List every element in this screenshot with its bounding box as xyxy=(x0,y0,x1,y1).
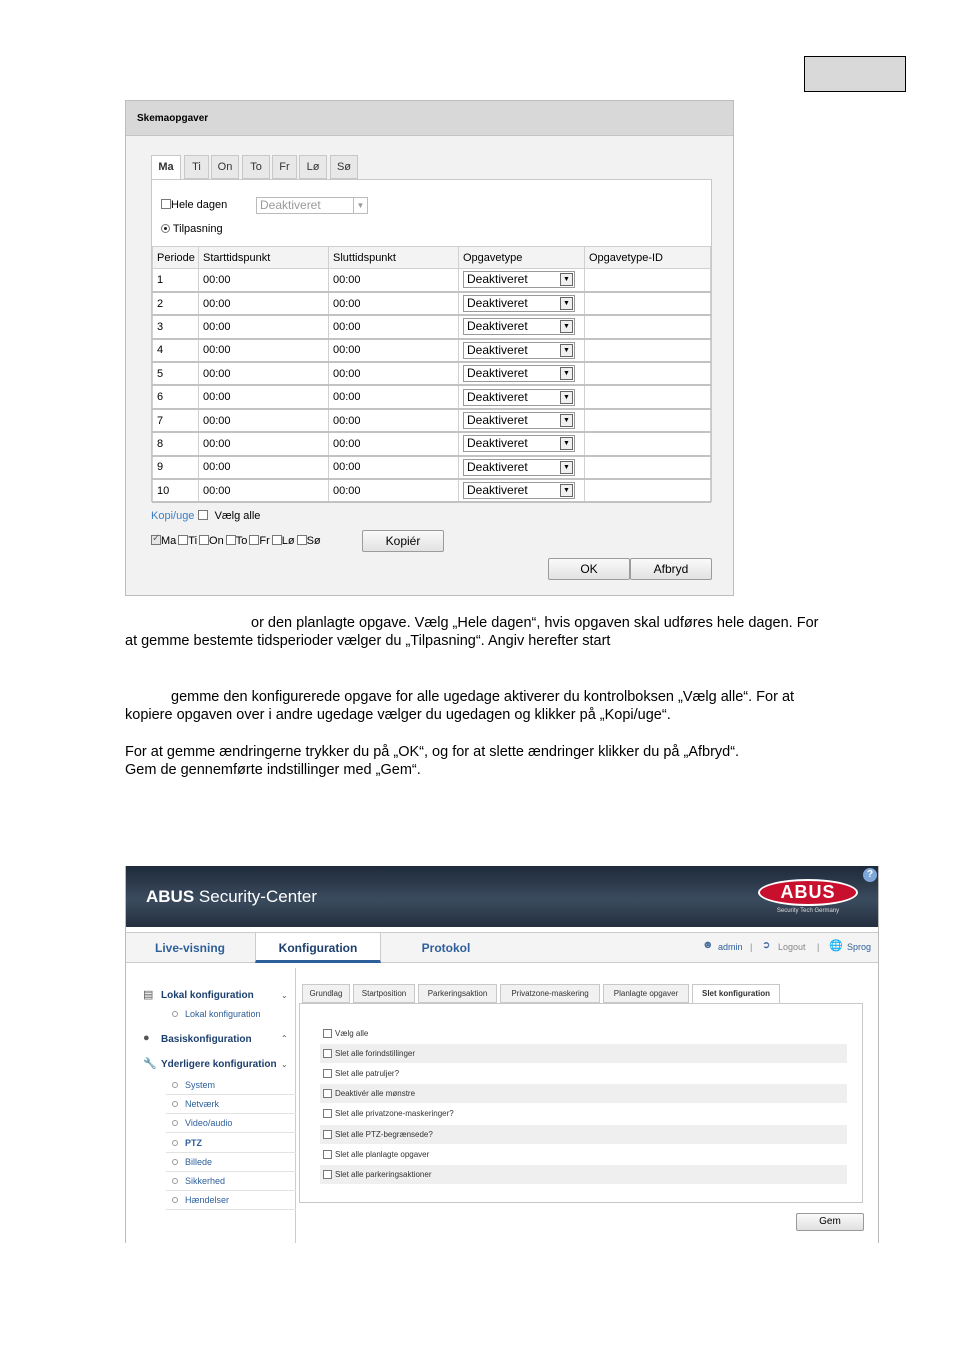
task-type-cell xyxy=(459,479,585,502)
copy-day-checkbox[interactable] xyxy=(249,535,259,545)
security-center-screenshot xyxy=(125,866,879,1243)
tab-sunday[interactable]: Sø xyxy=(330,155,358,179)
delete-option-checkbox[interactable] xyxy=(323,1150,332,1159)
task-type-cell xyxy=(459,362,585,385)
delete-option-row[interactable] xyxy=(320,1145,847,1164)
app-banner xyxy=(126,866,878,927)
paragraph-3 xyxy=(125,743,885,779)
tab-wednesday[interactable]: On xyxy=(211,155,239,179)
task-type-id-cell xyxy=(585,315,711,338)
chevron-down-icon: ▼ xyxy=(560,437,573,450)
copy-day-option[interactable] xyxy=(199,535,224,547)
col-end: Sluttidspunkt xyxy=(329,247,459,269)
start-time-cell[interactable]: 00:00 xyxy=(199,456,329,479)
bullet-icon xyxy=(172,1120,178,1126)
period-cell: 3 xyxy=(153,315,199,338)
end-time-cell[interactable]: 00:00 xyxy=(329,456,459,479)
copy-day-label: Sø xyxy=(306,535,321,547)
sidebar-subitem[interactable] xyxy=(166,1191,296,1210)
paragraph-1-line-2: at gemme bestemte tidsperioder vælger du „Tilpasning“. Angiv herefter start xyxy=(125,633,611,649)
copy-day-label: On xyxy=(209,535,224,547)
task-type-id-cell xyxy=(585,292,711,315)
task-type-select[interactable] xyxy=(463,342,575,359)
task-type-value: Deaktiveret xyxy=(467,413,528,428)
task-type-id-cell xyxy=(585,456,711,479)
start-time-cell[interactable]: 00:00 xyxy=(199,479,329,502)
paragraph-2 xyxy=(125,688,885,724)
sidebar-subitem-local-config[interactable] xyxy=(166,1005,296,1024)
end-time-cell[interactable]: 00:00 xyxy=(329,315,459,338)
bullet-icon xyxy=(172,1082,178,1088)
delete-option-label: Slet alle parkeringsaktioner xyxy=(335,1169,432,1179)
end-time-cell[interactable]: 00:00 xyxy=(329,339,459,362)
tab-friday[interactable]: Fr xyxy=(272,155,297,179)
sidebar-subitem-label: Lokal konfiguration xyxy=(185,1009,261,1019)
select-all-checkbox[interactable] xyxy=(198,510,208,520)
sidebar-subitem-label: Netværk xyxy=(185,1099,220,1110)
table-row xyxy=(153,456,711,479)
dialog-header xyxy=(126,101,733,136)
sidebar-subitem-label: Hændelser xyxy=(185,1195,230,1206)
table-row xyxy=(153,292,711,315)
task-type-cell xyxy=(459,292,585,315)
table-row xyxy=(153,479,711,502)
copy-day-checkbox[interactable] xyxy=(297,535,307,545)
task-type-select[interactable] xyxy=(463,318,575,335)
copy-day-checkbox[interactable] xyxy=(178,535,188,545)
start-time-cell[interactable]: 00:00 xyxy=(199,292,329,315)
table-row xyxy=(153,362,711,385)
content-tab[interactable]: Grundlag xyxy=(302,984,350,1003)
copy-day-option[interactable] xyxy=(297,535,321,547)
tab-live-view[interactable]: Live-visning xyxy=(154,941,225,955)
task-type-value: Deaktiveret xyxy=(467,296,528,311)
copy-day-checkbox[interactable] xyxy=(199,535,209,545)
period-cell: 5 xyxy=(153,362,199,385)
copy-day-checkbox[interactable] xyxy=(226,535,236,545)
sidebar-subitem-label: Sikkerhed xyxy=(185,1176,226,1186)
paragraph-2-line-2: kopiere opgaven over i andre ugedage vælger du ugedagen og klikker på „Kopi/uge“. xyxy=(125,707,671,723)
copy-day-label: To xyxy=(235,535,248,547)
copy-day-label: Fr xyxy=(259,535,270,547)
custom-option[interactable] xyxy=(161,223,223,235)
delete-option-label: Deaktivér alle mønstre xyxy=(335,1089,416,1099)
sidebar-item-advanced-config[interactable]: Yderligere konfiguration xyxy=(161,1059,277,1070)
delete-option-checkbox[interactable] xyxy=(323,1069,332,1078)
day-schedule-panel xyxy=(151,179,712,502)
task-type-value: Deaktiveret xyxy=(467,483,528,498)
table-row xyxy=(153,269,711,292)
end-time-cell[interactable]: 00:00 xyxy=(329,432,459,455)
ok-button[interactable]: OK xyxy=(548,558,630,580)
end-time-cell[interactable]: 00:00 xyxy=(329,269,459,292)
chevron-up-icon: ⌃ xyxy=(281,1034,288,1043)
chevron-down-icon: ⌄ xyxy=(281,991,288,1000)
task-type-id-cell xyxy=(585,409,711,432)
delete-option-checkbox[interactable] xyxy=(323,1029,332,1038)
delete-option-label: Vælg alle xyxy=(335,1029,369,1038)
whole-day-checkbox[interactable] xyxy=(161,199,171,209)
col-period: Periode xyxy=(153,247,199,269)
help-icon[interactable]: ? xyxy=(863,868,877,882)
sidebar-subitem[interactable] xyxy=(166,1114,296,1133)
table-header-row xyxy=(153,247,711,269)
whole-day-option[interactable] xyxy=(161,199,227,211)
content-tab[interactable]: Privatzone-maskering xyxy=(500,984,600,1003)
paragraph-2-line-1: gemme den konfigurerede opgave for alle ugedage aktiverer du kontrolboksen „Vælg alle“. For at xyxy=(171,689,795,705)
bullet-icon xyxy=(172,1140,178,1146)
select-all-label: Vælg alle xyxy=(214,510,261,522)
task-type-cell xyxy=(459,432,585,455)
task-type-id-cell xyxy=(585,269,711,292)
chevron-down-icon: ▼ xyxy=(353,198,367,213)
copy-day-label: Ti xyxy=(188,535,198,547)
user-name: admin xyxy=(718,942,743,952)
sidebar-subitem-label: Billede xyxy=(185,1156,213,1167)
tab-thursday[interactable]: To xyxy=(242,155,270,179)
copy-day-option[interactable] xyxy=(226,535,248,547)
task-type-select[interactable] xyxy=(463,459,575,476)
sidebar-item-local-config[interactable]: Lokal konfiguration xyxy=(161,990,254,1001)
schedule-tasks-dialog xyxy=(125,100,734,596)
delete-option-checkbox[interactable] xyxy=(323,1109,332,1118)
delete-option-checkbox[interactable] xyxy=(323,1089,332,1098)
globe-icon: 🌐 xyxy=(829,940,843,952)
content-tab[interactable]: Parkeringsaktion xyxy=(418,984,497,1003)
save-button[interactable]: Gem xyxy=(796,1213,864,1231)
sidebar-subitem[interactable] xyxy=(166,1172,296,1191)
copy-day-label: Lø xyxy=(281,535,295,547)
cancel-button[interactable]: Afbryd xyxy=(630,558,712,580)
tab-tuesday[interactable]: Ti xyxy=(184,155,209,179)
delete-option-label: Slet alle PTZ-begrænsede? xyxy=(335,1129,433,1139)
task-type-value: Deaktiveret xyxy=(467,319,528,334)
abus-logo-subtitle: Security Tech Germany xyxy=(776,908,840,914)
end-time-cell[interactable]: 00:00 xyxy=(329,292,459,315)
chevron-down-icon: ▼ xyxy=(560,344,573,357)
task-type-cell xyxy=(459,409,585,432)
copy-day-option[interactable] xyxy=(178,535,197,547)
delete-config-panel xyxy=(299,1003,863,1203)
dialog-title: Skemaopgaver xyxy=(137,113,209,124)
delete-option-checkbox[interactable] xyxy=(323,1130,332,1139)
basic-config-icon: ● xyxy=(143,1032,150,1044)
paragraph-3-line-1: For at gemme ændringerne trykker du på „OK“, og for at slette ændringer klikker du på „Afbryd“. xyxy=(125,744,740,760)
task-type-select[interactable] xyxy=(463,412,575,429)
divider: | xyxy=(750,942,753,952)
task-type-cell xyxy=(459,269,585,292)
custom-label: Tilpasning xyxy=(172,223,223,235)
paragraph-3-line-2: Gem de gennemførte indstillinger med „Gem“. xyxy=(125,762,421,778)
chevron-down-icon: ▼ xyxy=(560,297,573,310)
task-type-id-cell xyxy=(585,362,711,385)
table-row xyxy=(153,315,711,338)
logout-icon: ➲ xyxy=(762,940,771,951)
delete-option-row[interactable] xyxy=(320,1044,847,1063)
sidebar-subitem[interactable] xyxy=(166,1095,296,1114)
task-type-value: Deaktiveret xyxy=(467,459,528,474)
task-type-select[interactable] xyxy=(463,389,575,406)
task-type-id-cell xyxy=(585,432,711,455)
start-time-cell[interactable]: 00:00 xyxy=(199,432,329,455)
col-type-id: Opgavetype-ID xyxy=(585,247,711,269)
copy-day-checkbox[interactable] xyxy=(272,535,282,545)
table-row xyxy=(153,409,711,432)
task-type-select[interactable] xyxy=(463,365,575,382)
sidebar-subitem-label: Video/audio xyxy=(185,1118,233,1129)
start-time-cell[interactable]: 00:00 xyxy=(199,385,329,408)
copy-button[interactable]: Kopiér xyxy=(362,530,444,552)
task-type-value: Deaktiveret xyxy=(467,389,528,404)
content-tab[interactable]: Slet konfiguration xyxy=(692,984,780,1004)
delete-option-label: Slet alle planlagte opgaver xyxy=(335,1149,430,1159)
sidebar-subitem-label: PTZ xyxy=(185,1137,202,1148)
period-cell: 1 xyxy=(153,269,199,292)
sidebar-subitem-label: System xyxy=(185,1080,216,1090)
delete-option-row[interactable] xyxy=(320,1125,847,1144)
period-cell: 4 xyxy=(153,339,199,362)
delete-option-row[interactable] xyxy=(320,1064,847,1083)
whole-day-select xyxy=(256,197,368,214)
delete-option-label: Slet alle privatzone-maskeringer? xyxy=(335,1109,454,1119)
task-type-cell xyxy=(459,315,585,338)
copy-day-option[interactable] xyxy=(249,535,269,547)
delete-option-row[interactable] xyxy=(320,1024,847,1043)
period-cell: 7 xyxy=(153,409,199,432)
delete-option-row[interactable] xyxy=(320,1084,847,1103)
user-icon: ☻ xyxy=(702,939,714,951)
copy-days-row xyxy=(151,535,323,547)
brand-bold: ABUS xyxy=(146,887,195,906)
period-cell: 10 xyxy=(153,479,199,502)
sidebar-item-basic-config[interactable]: Basiskonfiguration xyxy=(161,1034,252,1045)
logout-link[interactable]: Logout xyxy=(778,942,806,952)
whole-day-select-value: Deaktiveret xyxy=(260,198,321,212)
copy-day-option[interactable] xyxy=(151,535,176,547)
language-link[interactable]: Sprog xyxy=(847,942,872,952)
chevron-down-icon: ▼ xyxy=(560,320,573,333)
delete-option-label: Slet alle forindstillinger xyxy=(335,1049,416,1059)
chevron-down-icon: ▼ xyxy=(560,273,573,286)
brand-rest: Security-Center xyxy=(194,887,317,906)
chevron-down-icon: ▼ xyxy=(560,414,573,427)
task-type-value: Deaktiveret xyxy=(467,342,528,357)
table-row xyxy=(153,339,711,362)
page-corner-box xyxy=(804,56,906,92)
task-type-cell xyxy=(459,456,585,479)
start-time-cell[interactable]: 00:00 xyxy=(199,269,329,292)
start-time-cell[interactable]: 00:00 xyxy=(199,315,329,338)
end-time-cell[interactable]: 00:00 xyxy=(329,385,459,408)
copy-day-checkbox[interactable] xyxy=(151,535,161,545)
task-type-id-cell xyxy=(585,339,711,362)
task-type-select[interactable] xyxy=(463,295,575,312)
config-sidebar xyxy=(126,968,296,1243)
copy-week-row xyxy=(151,510,260,522)
task-type-select[interactable] xyxy=(463,482,575,499)
task-type-id-cell xyxy=(585,479,711,502)
whole-day-label: Hele dagen xyxy=(171,199,228,211)
start-time-cell[interactable]: 00:00 xyxy=(199,409,329,432)
bullet-icon xyxy=(172,1159,178,1165)
copy-day-option[interactable] xyxy=(272,535,295,547)
chevron-down-icon: ▼ xyxy=(560,391,573,404)
paragraph-1 xyxy=(125,614,885,650)
custom-radio[interactable] xyxy=(161,224,170,233)
delete-option-row[interactable] xyxy=(320,1165,847,1184)
task-type-id-cell xyxy=(585,385,711,408)
delete-option-checkbox[interactable] xyxy=(323,1049,332,1058)
start-time-cell[interactable]: 00:00 xyxy=(199,339,329,362)
end-time-cell[interactable]: 00:00 xyxy=(329,479,459,502)
paragraph-1-line-1: or den planlagte opgave. Vælg „Hele dagen“, hvis opgaven skal udføres hele dagen. For xyxy=(251,615,819,631)
tab-protocol[interactable]: Protokol xyxy=(421,941,471,955)
period-cell: 9 xyxy=(153,456,199,479)
app-brand xyxy=(146,887,317,907)
abus-logo: ABUS xyxy=(758,879,858,906)
bullet-icon xyxy=(172,1178,178,1184)
main-nav xyxy=(126,932,878,963)
table-row xyxy=(153,432,711,455)
tab-configuration[interactable]: Konfiguration xyxy=(255,933,381,963)
task-type-select[interactable] xyxy=(463,271,575,288)
sidebar-subitem[interactable] xyxy=(166,1076,296,1095)
bullet-icon xyxy=(172,1011,178,1017)
divider: | xyxy=(817,942,820,952)
period-cell: 6 xyxy=(153,385,199,408)
local-config-icon: ▤ xyxy=(143,989,154,1001)
sidebar-subitem[interactable] xyxy=(166,1153,296,1172)
delete-option-row[interactable] xyxy=(320,1104,847,1123)
table-row xyxy=(153,385,711,408)
chevron-down-icon: ▼ xyxy=(560,484,573,497)
start-time-cell[interactable]: 00:00 xyxy=(199,362,329,385)
col-type: Opgavetype xyxy=(459,247,585,269)
bullet-icon xyxy=(172,1197,178,1203)
copy-day-label: Ma xyxy=(161,535,177,547)
task-type-value: Deaktiveret xyxy=(467,272,528,287)
end-time-cell[interactable]: 00:00 xyxy=(329,409,459,432)
content-tab[interactable]: Startposition xyxy=(353,984,415,1003)
bullet-icon xyxy=(172,1101,178,1107)
task-type-value: Deaktiveret xyxy=(467,436,528,451)
end-time-cell[interactable]: 00:00 xyxy=(329,362,459,385)
copy-week-link[interactable]: Kopi/uge xyxy=(151,510,195,522)
delete-option-checkbox[interactable] xyxy=(323,1170,332,1179)
period-cell: 8 xyxy=(153,432,199,455)
chevron-down-icon: ▼ xyxy=(560,367,573,380)
chevron-down-icon: ⌄ xyxy=(281,1060,288,1069)
period-cell: 2 xyxy=(153,292,199,315)
tab-monday[interactable]: Ma xyxy=(151,155,181,180)
chevron-down-icon: ▼ xyxy=(560,461,573,474)
task-type-cell xyxy=(459,339,585,362)
task-type-cell xyxy=(459,385,585,408)
col-start: Starttidspunkt xyxy=(199,247,329,269)
wrench-icon: 🔧 xyxy=(143,1058,157,1070)
delete-option-label: Slet alle patruljer? xyxy=(335,1069,400,1079)
tab-saturday[interactable]: Lø xyxy=(299,155,327,179)
content-tab[interactable]: Planlagte opgaver xyxy=(603,984,689,1003)
task-type-select[interactable] xyxy=(463,435,575,452)
task-type-value: Deaktiveret xyxy=(467,366,528,381)
schedule-table xyxy=(152,246,711,503)
sidebar-subitem[interactable] xyxy=(166,1134,296,1153)
